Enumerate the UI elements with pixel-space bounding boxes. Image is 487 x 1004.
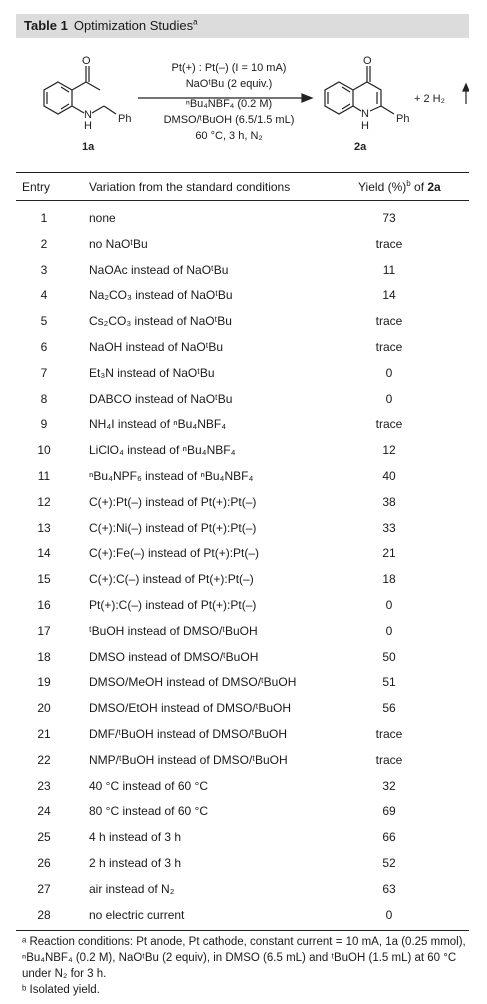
row-variation: DABCO instead of NaOᵗBu bbox=[89, 391, 233, 406]
row-variation: 40 °C instead of 60 °C bbox=[89, 778, 208, 793]
row-yield: 38 bbox=[382, 494, 396, 509]
row-yield: 73 bbox=[382, 211, 396, 225]
table-row bbox=[16, 721, 469, 747]
table-title-bar bbox=[16, 14, 469, 38]
row-variation: Cs₂CO₃ instead of NaOᵗBu bbox=[89, 314, 232, 329]
row-yield: 12 bbox=[382, 443, 396, 458]
footnotes bbox=[22, 934, 469, 998]
row-yield: trace bbox=[375, 417, 403, 432]
row-yield: 0 bbox=[385, 391, 393, 406]
table-row bbox=[16, 489, 469, 515]
row-variation: ⁿBu₄NPF₆ instead of ⁿBu₄NBF₄ bbox=[89, 469, 254, 483]
footnote-a: ᵃ Reaction conditions: Pt anode, Pt cathode, constant current = 10 mA, 1a (0.25 mmol), ⁿBu₄NBF₄ (0.2 M), NaOᵗBu (2 equiv), in DMSO (6.5 mL) and ᵗBuOH (1.5 mL) at 60 °C under N₂ for 3 h. bbox=[22, 936, 466, 980]
row-yield: trace bbox=[375, 752, 403, 767]
table-row bbox=[16, 850, 469, 876]
table-row bbox=[16, 592, 469, 618]
row-yield: 69 bbox=[382, 804, 396, 819]
row-entry: 11 bbox=[37, 469, 51, 483]
reactant-carbonyl-oxygen: O bbox=[82, 55, 91, 67]
row-yield: 52 bbox=[382, 856, 396, 870]
row-yield: trace bbox=[375, 727, 403, 741]
row-yield: 0 bbox=[385, 598, 393, 612]
table-row bbox=[16, 463, 469, 489]
row-entry: 23 bbox=[37, 778, 51, 793]
row-yield: 11 bbox=[382, 262, 396, 277]
condition-line: DMSO/ᵗBuOH (6.5/1.5 mL) bbox=[163, 114, 295, 126]
table-row bbox=[16, 876, 469, 902]
row-variation: Na₂CO₃ instead of NaOᵗBu bbox=[89, 288, 233, 303]
row-yield: 21 bbox=[382, 546, 396, 561]
table-row bbox=[16, 231, 469, 257]
row-variation: none bbox=[89, 211, 116, 225]
row-entry: 5 bbox=[40, 314, 48, 329]
table-row bbox=[16, 644, 469, 670]
row-variation: DMSO instead of DMSO/ᵗBuOH bbox=[89, 649, 259, 664]
row-yield: 18 bbox=[382, 572, 396, 587]
row-entry: 13 bbox=[37, 520, 51, 535]
reactant-ph-label: Ph bbox=[118, 113, 132, 125]
table-row bbox=[16, 386, 469, 412]
table-row bbox=[16, 669, 469, 695]
row-variation: DMSO/EtOH instead of DMSO/ᵗBuOH bbox=[89, 701, 292, 716]
header-yield bbox=[358, 180, 441, 194]
row-yield: 56 bbox=[382, 701, 396, 716]
table-row bbox=[16, 360, 469, 386]
row-entry: 19 bbox=[37, 675, 51, 690]
row-yield: trace bbox=[375, 236, 403, 251]
condition-line: 60 °C, 3 h, N₂ bbox=[195, 130, 263, 142]
row-yield: 32 bbox=[382, 778, 396, 793]
table-top-rule bbox=[16, 172, 469, 173]
condition-line: ⁿBu₄NBF₄ (0.2 M) bbox=[185, 98, 273, 110]
row-entry: 2 bbox=[40, 236, 48, 251]
table-row bbox=[16, 205, 469, 231]
row-entry: 8 bbox=[40, 391, 48, 406]
row-entry: 17 bbox=[37, 623, 51, 638]
product-h-label: H bbox=[361, 120, 369, 132]
row-entry: 14 bbox=[37, 546, 51, 561]
row-variation: 80 °C instead of 60 °C bbox=[89, 804, 208, 819]
row-entry: 16 bbox=[37, 598, 51, 612]
reaction-scheme bbox=[16, 42, 469, 170]
row-variation: C(+):Fe(–) instead of Pt(+):Pt(–) bbox=[89, 546, 260, 561]
row-entry: 28 bbox=[37, 907, 51, 922]
product-carbonyl-oxygen: O bbox=[363, 55, 372, 67]
row-variation: Et₃N instead of NaOᵗBu bbox=[89, 365, 215, 380]
product-label: 2a bbox=[354, 141, 367, 153]
row-entry: 24 bbox=[37, 804, 51, 819]
row-entry: 4 bbox=[40, 288, 48, 303]
row-entry: 10 bbox=[37, 443, 51, 458]
header-yield-suffix: of bbox=[410, 180, 428, 194]
table-row bbox=[16, 747, 469, 773]
title-footnote-mark: a bbox=[193, 17, 198, 27]
row-variation: DMF/ᵗBuOH instead of DMSO/ᵗBuOH bbox=[89, 727, 287, 741]
row-yield: trace bbox=[375, 340, 403, 354]
header-rule bbox=[16, 200, 469, 201]
header-entry: Entry bbox=[22, 180, 51, 194]
footnote-b: ᵇ Isolated yield. bbox=[22, 984, 100, 996]
row-variation: DMSO/MeOH instead of DMSO/ᵗBuOH bbox=[89, 675, 297, 690]
product-ph-label: Ph bbox=[396, 113, 410, 125]
row-variation: NaOH instead of NaOᵗBu bbox=[89, 340, 224, 354]
row-entry: 9 bbox=[40, 417, 48, 432]
row-variation: NMP/ᵗBuOH instead of DMSO/ᵗBuOH bbox=[89, 752, 288, 767]
table-row bbox=[16, 618, 469, 644]
row-entry: 22 bbox=[37, 752, 51, 767]
table-row bbox=[16, 411, 469, 437]
table-number: Table 1 bbox=[24, 18, 68, 33]
row-variation: NaOAc instead of NaOᵗBu bbox=[89, 262, 229, 277]
row-yield: 0 bbox=[385, 623, 393, 638]
row-variation: ᵗBuOH instead of DMSO/ᵗBuOH bbox=[89, 623, 258, 638]
row-variation: 2 h instead of 3 h bbox=[89, 856, 182, 870]
row-entry: 20 bbox=[37, 701, 51, 716]
product-benzene-ring bbox=[325, 82, 353, 114]
row-yield: 63 bbox=[382, 881, 396, 896]
table-row bbox=[16, 308, 469, 334]
row-entry: 18 bbox=[37, 649, 51, 664]
row-entry: 6 bbox=[40, 340, 48, 354]
row-entry: 12 bbox=[37, 494, 51, 509]
row-entry: 3 bbox=[40, 262, 48, 277]
table-caption: Optimization Studies bbox=[73, 18, 194, 33]
table-row bbox=[16, 566, 469, 592]
row-entry: 25 bbox=[37, 830, 51, 845]
row-variation: 4 h instead of 3 h bbox=[89, 830, 182, 845]
table-title bbox=[24, 18, 198, 33]
row-entry: 21 bbox=[37, 727, 51, 741]
row-yield: 0 bbox=[385, 907, 393, 922]
row-entry: 7 bbox=[40, 365, 48, 380]
condition-line: NaOᵗBu (2 equiv.) bbox=[185, 78, 273, 90]
row-entry: 26 bbox=[37, 856, 51, 870]
table-row bbox=[16, 540, 469, 566]
reactant-h-label: H bbox=[84, 120, 92, 132]
table-row bbox=[16, 798, 469, 824]
row-variation: no NaOᵗBu bbox=[89, 236, 148, 251]
header-variation: Variation from the standard conditions bbox=[89, 180, 291, 194]
reactant-label: 1a bbox=[82, 141, 95, 153]
table-row bbox=[16, 695, 469, 721]
header-yield-mark: b bbox=[406, 179, 411, 188]
table-row bbox=[16, 902, 469, 928]
row-variation: LiClO₄ instead of ⁿBu₄NBF₄ bbox=[89, 443, 236, 458]
row-variation: C(+):Ni(–) instead of Pt(+):Pt(–) bbox=[89, 520, 257, 535]
reactant-nh-label: N bbox=[84, 109, 92, 121]
table-row bbox=[16, 282, 469, 308]
row-variation: NH₄I instead of ⁿBu₄NBF₄ bbox=[89, 417, 227, 432]
condition-line: Pt(+) : Pt(–) (I = 10 mA) bbox=[171, 62, 287, 74]
table-row bbox=[16, 515, 469, 541]
row-entry: 15 bbox=[37, 572, 51, 587]
row-variation: C(+):Pt(–) instead of Pt(+):Pt(–) bbox=[89, 494, 257, 509]
table-row bbox=[16, 334, 469, 360]
row-yield: 66 bbox=[382, 830, 396, 845]
table-bottom-rule bbox=[16, 930, 469, 931]
row-yield: 40 bbox=[382, 469, 396, 483]
row-yield: trace bbox=[375, 314, 403, 329]
row-variation: air instead of N₂ bbox=[89, 881, 175, 896]
row-entry: 27 bbox=[37, 881, 51, 896]
row-variation: C(+):C(–) instead of Pt(+):Pt(–) bbox=[89, 572, 254, 587]
reactant-benzene-ring bbox=[44, 82, 72, 114]
row-yield: 51 bbox=[382, 675, 396, 690]
row-yield: 33 bbox=[382, 520, 396, 535]
product-nh-label: N bbox=[361, 108, 369, 120]
header-yield-compound: 2a bbox=[427, 180, 441, 194]
row-variation: no electric current bbox=[89, 907, 185, 922]
row-entry: 1 bbox=[40, 211, 48, 225]
hydrogen-byproduct: + 2 H₂ bbox=[414, 93, 445, 105]
row-yield: 50 bbox=[382, 649, 396, 664]
table-row bbox=[16, 257, 469, 283]
row-yield: 0 bbox=[385, 365, 393, 380]
table-row bbox=[16, 437, 469, 463]
header-yield-text: Yield (%) bbox=[358, 180, 407, 194]
row-variation: Pt(+):C(–) instead of Pt(+):Pt(–) bbox=[89, 598, 257, 612]
table-row bbox=[16, 824, 469, 850]
row-yield: 14 bbox=[382, 288, 396, 303]
table-row bbox=[16, 773, 469, 799]
